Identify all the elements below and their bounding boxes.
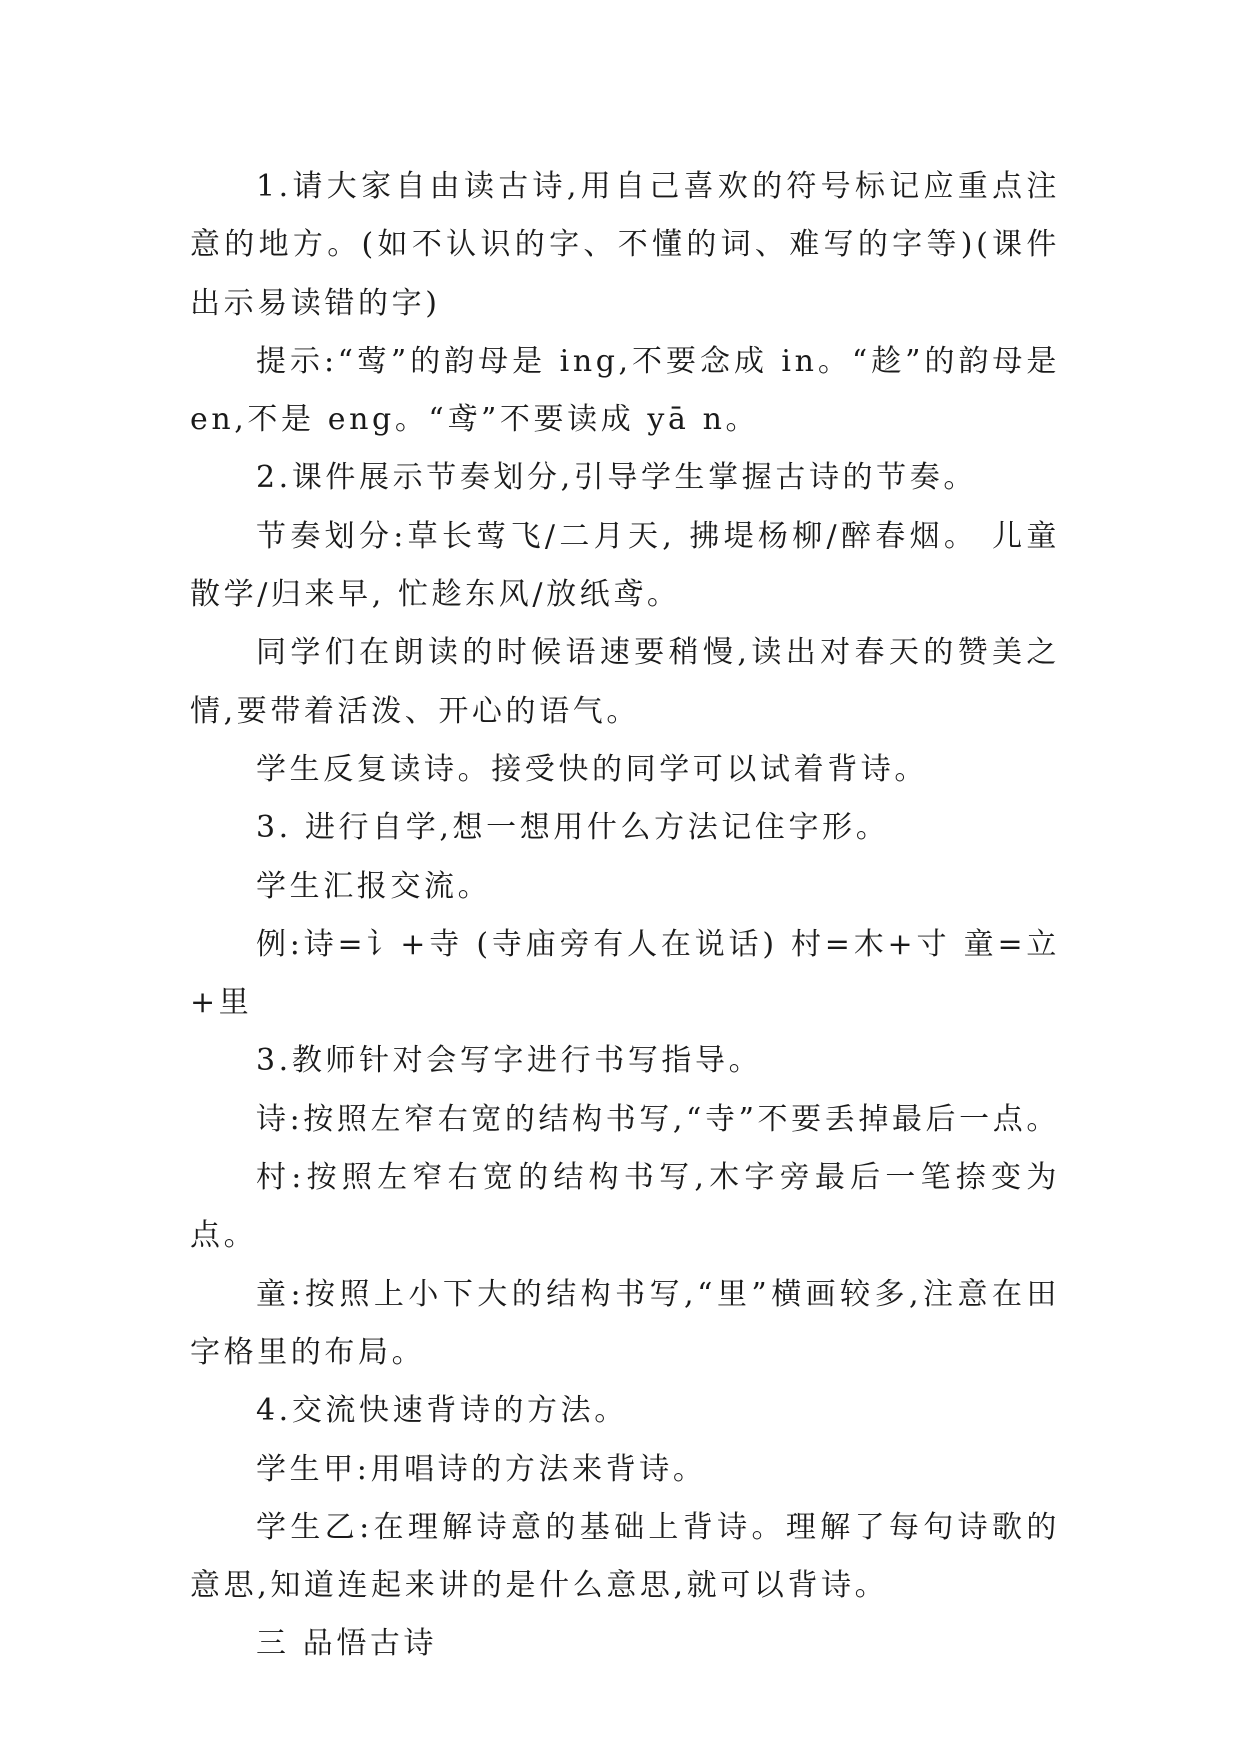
paragraph-repeat-reading: 学生反复读诗。接受快的同学可以试着背诗。 (256, 751, 928, 787)
paragraph-step-3-self-study: 3. 进行自学,想一想用什么方法记住字形。 (256, 810, 890, 846)
paragraph-writing-tong: 童:按照上小下大的结构书写,“里”横画较多,注意在田字格里的布局。 (190, 1276, 1060, 1370)
paragraph-report-exchange: 学生汇报交流。 (256, 868, 492, 904)
paragraph-character-example: 例:诗=讠+寺 (寺庙旁有人在说话) 村=木+寸 童=立+里 (190, 926, 1060, 1021)
paragraph-step-4-memorize: 4.交流快速背诗的方法。 (256, 1393, 628, 1429)
paragraph-student-a: 学生甲:用唱诗的方法来背诗。 (256, 1451, 707, 1487)
paragraph-rhythm-division: 节奏划分:草长莺飞/二月天, 拂堤杨柳/醉春烟。 儿童散学/归来早, 忙趁东风/放纸鸢。 (190, 518, 1060, 613)
document-body (190, 158, 1060, 1674)
paragraph-writing-shi: 诗:按照左窄右宽的结构书写,“寺”不要丢掉最后一点。 (256, 1101, 1060, 1137)
paragraph-writing-cun: 村:按照左窄右宽的结构书写,木字旁最后一笔捺变为点。 (190, 1160, 1060, 1254)
paragraph-reading-tone: 同学们在朗读的时候语速要稍慢,读出对春天的赞美之情,要带着活泼、开心的语气。 (190, 635, 1060, 729)
paragraph-step-1-free-reading: 1.请大家自由读古诗,用自己喜欢的符号标记应重点注意的地方。(如不认识的字、不懂的词、难写的字等)(课件出示易读错的字) (190, 169, 1060, 321)
paragraph-step-2-rhythm: 2.课件展示节奏划分,引导学生掌握古诗的节奏。 (256, 460, 977, 496)
paragraph-student-b: 学生乙:在理解诗意的基础上背诗。理解了每句诗歌的意思,知道连起来讲的是什么意思,就可以背诗。 (190, 1509, 1060, 1604)
paragraph-step-3-writing-guide: 3.教师针对会写字进行书写指导。 (256, 1043, 763, 1079)
section-heading-appreciate-poem: 三 品悟古诗 (256, 1626, 438, 1662)
paragraph-pronunciation-hint: 提示:“莺”的韵母是 ing,不要念成 in。“趁”的韵母是 en,不是 eng。“鸢”不要读成 yā n。 (190, 343, 1060, 438)
